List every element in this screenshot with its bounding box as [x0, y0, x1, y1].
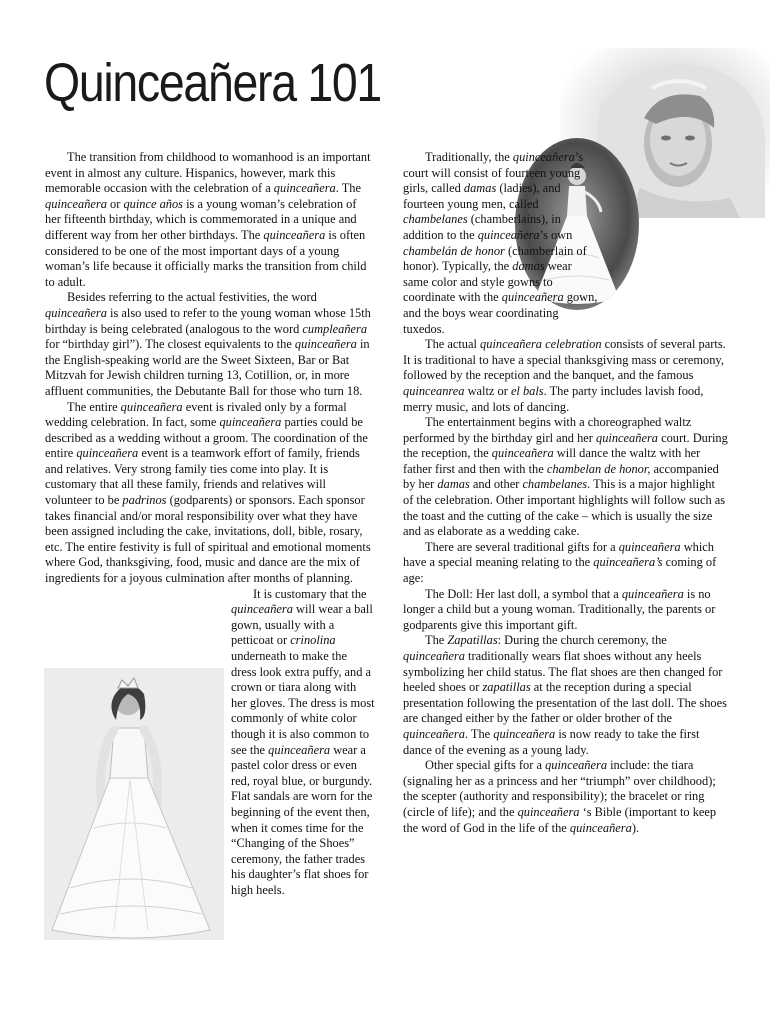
italic-term: quinceañera	[403, 726, 465, 741]
italic-term: quinceañera	[491, 446, 554, 461]
text-run: and other	[469, 477, 523, 492]
text-run: gown, and the boys wear coordinating tuxedos.	[403, 290, 598, 336]
italic-term: quinceañera	[45, 196, 107, 211]
text-run: . The	[464, 726, 494, 741]
italic-term: quinceañera	[294, 337, 357, 352]
paragraph	[403, 587, 728, 634]
text-run: will dance the waltz with her father first and then with the	[403, 446, 701, 476]
italic-term: damas	[512, 259, 545, 274]
paragraph	[403, 633, 728, 758]
paragraph	[403, 758, 728, 836]
text-run: ‘s Bible (important to keep the word of God in the life of the	[403, 804, 717, 835]
text-run: event is rivaled only by a formal wedding celebration. In fact, some	[45, 399, 347, 430]
paragraph	[403, 415, 728, 540]
text-run: underneath to make the dress look extra puffy, and a crown or tiara along with her gloves. The dress is most commonly of white color though it is also common to see the	[231, 649, 375, 757]
text-run: is no longer a child but a young woman. Traditionally, the parents or godparents give this important gift.	[403, 586, 716, 632]
text-run: include: the tiara (signaling her as a princess and her “triumph” over childhood); the scepter (authority and responsibility); the bracelet or ring (circle of life); and the	[403, 758, 716, 819]
italic-term: Zapatillas	[447, 633, 498, 648]
text-run: waltz or	[464, 383, 511, 398]
text-run: which have a special meaning relating to the	[403, 539, 715, 570]
italic-term: quinceañera	[273, 181, 336, 196]
text-run: court. During the reception, the	[403, 430, 728, 461]
italic-term: quinceanrea	[403, 383, 465, 398]
italic-term: padrinos	[122, 493, 167, 508]
text-run: Traditionally, the	[425, 150, 513, 164]
italic-term: quinceañera	[45, 305, 107, 320]
italic-term: quinceañera	[621, 586, 684, 601]
italic-term: quinceañera celebration	[480, 337, 602, 352]
paragraph	[45, 400, 375, 587]
text-run: : During the church ceremony, the	[497, 633, 667, 648]
italic-term: quinceañera	[268, 742, 331, 757]
text-run: traditionally wears flat shoes without any heels symbolizing her child status. The flat shoes are then changed for heeled shoes or	[403, 649, 723, 695]
text-run: The entertainment begins with a choreographed waltz performed by the birthday girl and her	[403, 415, 692, 445]
italic-term: chambelanes	[403, 212, 468, 227]
text-run: . The	[335, 181, 361, 196]
italic-term: quinceañera	[231, 602, 293, 617]
text-run: or	[106, 196, 124, 211]
text-run: . The party includes lavish food, merry music, and lots of dancing.	[403, 383, 704, 414]
text-run: is also used to refer to the young woman whose 15th birthday is being celebrated (analogous to the word	[45, 305, 371, 336]
paragraph	[45, 150, 375, 290]
italic-term: chambelán de honor	[403, 243, 505, 258]
paragraph	[403, 540, 728, 587]
italic-term: quinceañera	[120, 399, 183, 414]
italic-term: chambelan de honor,	[546, 461, 651, 476]
italic-term: crinolina	[290, 633, 336, 648]
text-run: is now ready to take the first dance of the evening as a young lady.	[403, 726, 700, 757]
text-run: for “birthday girl”). The closest equivalents to the	[45, 337, 295, 352]
italic-term: quinceañera	[517, 804, 580, 819]
text-run: ’s court will consist of fourteen young girls, called	[403, 150, 584, 196]
italic-term: quinceañera’s	[593, 555, 663, 570]
italic-term: quinceañera	[493, 726, 556, 741]
text-run: accompanied by her	[403, 461, 719, 492]
text-run: is often considered to be one of the most important days of a young woman’s life because it officially marks the transition from child to adult.	[45, 227, 367, 289]
italic-term: quinceañera	[263, 227, 326, 242]
italic-term: cumpleañera	[302, 321, 368, 336]
text-run: is a young woman’s celebration of her fifteenth birthday, which is commemorated in a unique and different way from her other birthdays. The	[45, 196, 357, 242]
text-run: in the English-speaking world are the Sweet Sixteen, Bar or Bat Mitzvah for Jewish children turning 13, Cotillion, or, in more affluent communities, the Debutante Ball for those who turn 18.	[45, 337, 370, 398]
italic-term: quinceañera	[596, 430, 658, 445]
text-run: ).	[631, 820, 640, 835]
text-run: The Doll: Her last doll, a symbol that a	[425, 586, 622, 601]
text-run: wear a pastel color dress or even red, royal blue, or burgundy. Flat sandals are worn for the beginning of the event then, when it comes time for the “Changing of the Shoes” ceremony, the father trades his daughter’s flat shoes for high heels.	[231, 742, 373, 897]
text-run: coming of age:	[403, 555, 717, 586]
text-run: . This is a major highlight of the celebration. Other important highlights will follow such as the toast and the cutting of the cake – which is usually the size and as elaborate as a wedding cake.	[403, 477, 726, 539]
paragraph	[403, 337, 728, 415]
text-run: The	[425, 633, 448, 648]
italic-term: quinceañera	[76, 446, 139, 461]
gown-photo-wrap	[45, 618, 231, 892]
italic-term: damas	[463, 181, 497, 196]
text-run: event is a teamwork effort of family, friends and relatives. Very strong family ties come into play. It is customary that all these family, friends and relatives will volunteer to be	[45, 446, 360, 508]
oval-photo-wrap	[600, 138, 728, 310]
italic-term: zapatillas	[482, 680, 531, 695]
paragraph	[45, 290, 375, 399]
italic-term: quinceañera	[512, 150, 575, 164]
text-run: (godparents) or sponsors. Each sponsor takes financial and/or moral responsibility over what they have been assigned including the cake, invitations, doll, bible, rosary, etc. The entire festivity is full of spiritual and emotional moments where God, thanksgiving, food, music and dance are the mix of ingredients for a joyous culmination after months of planning.	[45, 493, 371, 586]
text-run: Other special gifts for a	[425, 758, 546, 773]
text-run: The transition from childhood to womanhood is an important event in almost any culture. Hispanics, however, mark this memorable occasion with the celebration of a	[45, 150, 371, 196]
text-run: The actual	[425, 337, 481, 352]
text-run: will wear a ball gown, usually with a petticoat or	[231, 602, 373, 648]
text-run: parties could be described as a wedding without a groom. The coordination of the entire	[45, 415, 368, 461]
italic-term: quinceañera	[569, 820, 632, 835]
italic-term: quinceañera	[618, 539, 681, 554]
page-title: Quinceañera 101	[44, 53, 381, 113]
italic-term: quinceañera	[219, 415, 282, 430]
text-run: It is customary that the	[253, 586, 367, 601]
italic-term: quinceañera	[501, 290, 564, 305]
text-run: There are several traditional gifts for a	[425, 539, 619, 554]
italic-term: quinceañera	[403, 649, 465, 663]
text-run: consists of several parts. It is traditional to have a special thanksgiving mass or ceremony, followed by the reception and the banquet, and the famous	[403, 337, 726, 383]
left-column	[45, 150, 375, 899]
text-run: ’s own	[539, 227, 573, 242]
text-run: The entire	[67, 399, 121, 414]
text-run: (chamberlains), in addition to the	[403, 212, 561, 242]
italic-term: quinceañera	[477, 227, 540, 242]
italic-term: el bals	[510, 383, 544, 398]
italic-term: chambelanes	[522, 477, 588, 492]
text-run: wear same color and style gowns to coordinate with the	[403, 259, 572, 305]
text-run: at the reception during a special presentation following the presentation of the last doll. The shoes are changed either by the father or older brother of the	[403, 680, 727, 726]
italic-term: damas	[437, 477, 470, 492]
italic-term: quinceañera	[545, 758, 608, 773]
text-run: (chamberlain of honor). Typically, the	[403, 243, 587, 274]
text-run: (ladies), and fourteen young men, called	[403, 181, 561, 211]
text-run: Besides referring to the actual festivities, the word	[67, 290, 317, 305]
italic-term: quince años	[123, 196, 184, 211]
right-column	[403, 150, 728, 836]
